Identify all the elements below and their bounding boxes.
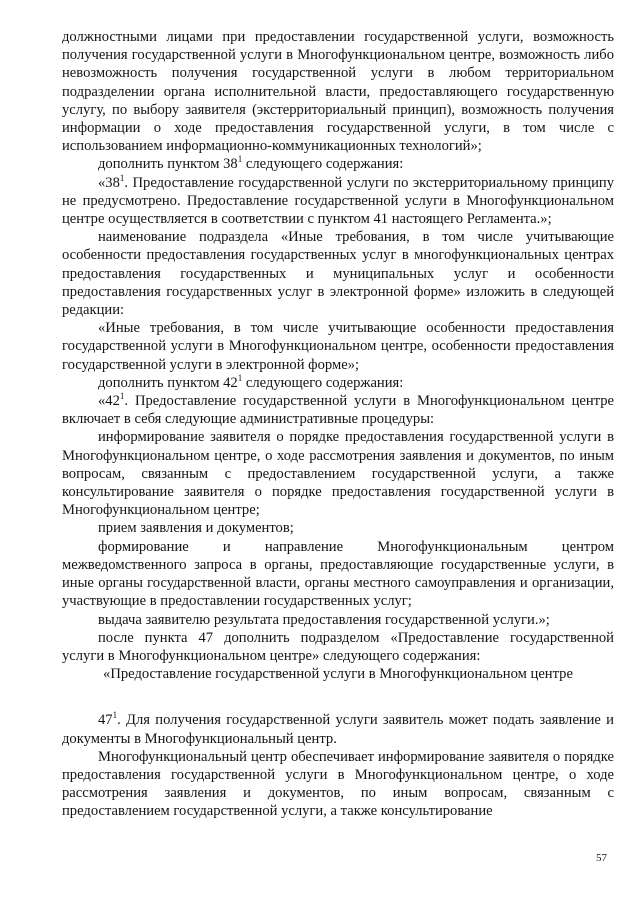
paragraph-point-47-1: $47^1$. Для получения государственной услуги заявитель может подать заявление и документы в Многофункциональный центр. — [62, 710, 614, 747]
paragraph-new-subsection-title: «Иные требования, в том числе учитывающие особенности предоставления государственной услуги в Многофункциональном центре, особенности предоставления государственной услуги в электронной форме»; — [62, 320, 614, 373]
paragraph-add-point-42-1: дополнить пунктом $42^1$ следующего содержания: — [98, 372, 404, 391]
superscript-one: 1 — [112, 710, 118, 721]
superscript-one: 1 — [119, 172, 125, 183]
paragraph-issuance: выдача заявителю результата предоставления государственной услуги.»; — [98, 611, 550, 628]
paragraph-point-38-1: «$38^1$. Предоставление государственной услуги по экстерриториальному принципу не предусмотрено. Предоставление государственной услуги в Многофункциональном центре осуществляется в соответствии с пунктом 41 настоящего Регламента.»; — [62, 172, 614, 228]
paragraph-point-42-1: «$42^1$. Предоставление государственной услуги в Многофункциональном центре включает в себя следующие административные процедуры: — [62, 391, 614, 428]
paragraph-continuation: должностными лицами при предоставлении государственной услуги, возможность получения государственной услуги в Многофункциональном центре, возможность либо невозможность получения государственной услуги в любом территориальном подразделении органа исполнительной власти, предоставляющего государственную услугу, по выбору заявителя (экстерриториальный принцип), возможность получения информации о ходе предоставления государственной услуги, в том числе с использованием информационно-коммуникационных технологий»; — [62, 29, 614, 155]
superscript-one: 1 — [237, 154, 243, 165]
paragraph-add-point-38-1: дополнить пунктом $38^1$ следующего содержания: — [98, 154, 404, 173]
subsection-heading: «Предоставление государственной услуги в Многофункциональном центре — [103, 666, 573, 683]
paragraph-interagency-request: формирование и направление Многофункциональным центром межведомственного запроса в органы, предоставляющие государственные услуги, в иные органы государственной власти, органы местного самоуправления и организации, участвующие в предоставлении государственных услуг; — [62, 538, 614, 610]
paragraph-after-point-47: после пункта 47 дополнить подразделом «Предоставление государственной услуги в Многофункциональном центре» следующего содержания: — [62, 629, 614, 664]
paragraph-informing: информирование заявителя о порядке предоставления государственной услуги в Многофункциональном центре, о ходе рассмотрения заявления и документов, по иным вопросам, связанным с предоставлением государственной услуги, а также консультирование заявителя о порядке предоставления государственной услуги в Многофункциональном центре; — [62, 429, 614, 519]
superscript-one: 1 — [237, 372, 243, 383]
section-gap — [62, 683, 614, 711]
paragraph-reception: прием заявления и документов; — [98, 520, 294, 537]
superscript-one: 1 — [119, 391, 125, 402]
paragraph-subsection-title-change: наименование подраздела «Иные требования, в том числе учитывающие особенности предоставления государственных услуг в многофункциональных центрах предоставления государственных и муниципальных услуг и особенности предоставления государственных услуг в электронной форме» изложить в следующей редакции: — [62, 229, 614, 319]
page-number: 57 — [596, 852, 607, 864]
paragraph-mfc-informing: Многофункциональный центр обеспечивает информирование заявителя о порядке предоставления государственной услуги в Многофункциональном центре, о ходе рассмотрения заявления и документов, по иным вопросам, связанным с предоставлением государственной услуги, а также консультирование — [62, 748, 614, 820]
document-page — [62, 28, 614, 821]
